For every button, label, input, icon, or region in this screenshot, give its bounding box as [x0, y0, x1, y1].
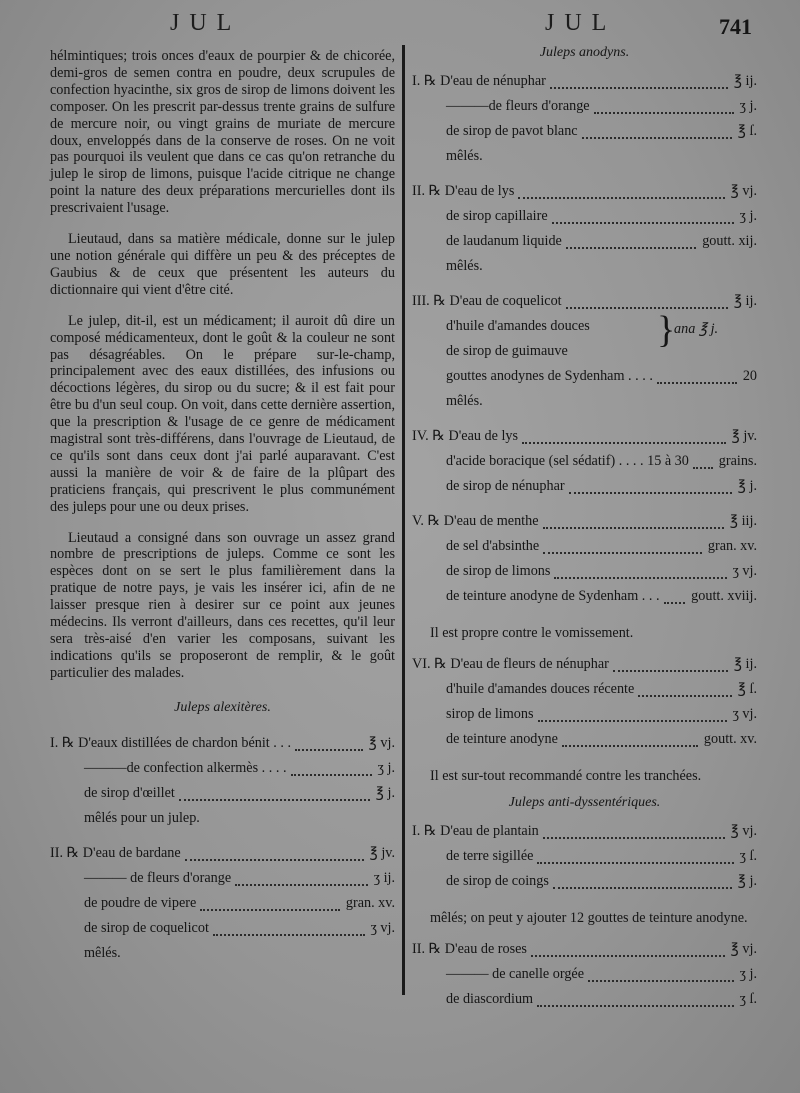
- ingredient-name: d'acide boracique (sel sédatif) . . . . 15 à 30: [446, 453, 689, 469]
- dot-leader: [554, 552, 727, 579]
- recipe: [412, 179, 757, 279]
- ingredient-quantity: 20: [742, 368, 757, 384]
- ingredient-name: de sel d'absinthe: [446, 538, 540, 554]
- ingredient-name: mêlés.: [84, 944, 121, 961]
- recipe-line: [412, 229, 757, 254]
- ingredient-quantity: ℥ vj.: [368, 734, 395, 751]
- paragraph: Lieutaud a consigné dans son ouvrage un assez grand nombre de prescriptions de juleps. Comme ce sont les espèces dont on se sert le plus familièrement dans la pratique de notre pays, je vais les insérer ici, afin de ne laisser presque rien à desirer sur ce point aux jeunes médecins. Ils verront d'ailleurs, dans ces recettes, qu'il leur sera très-aisé d'en varier les composans, suivant les indications qu'ils se proposeront de remplir, & le goût particulier des malades.: [50, 529, 395, 681]
- recipe-line: [50, 916, 395, 941]
- dot-leader: [537, 837, 734, 864]
- recipe-note: Il est propre contre le vomissement.: [430, 625, 634, 641]
- dot-leader: [594, 87, 734, 114]
- dot-leader: [569, 467, 732, 494]
- ingredient-quantity: ʒ ſ.: [739, 991, 757, 1007]
- dot-leader: [566, 222, 696, 249]
- paragraph: hélmintiques; trois onces d'eaux de pourpier & de chicorée, demi-gros de semen contra en poudre, deux scrupules de confection hyacinthe, six gros de sirop de limons doivent les composer. On les prescrit par-dessus trente grains de sulfure de mercure noir, ou vingt grains de muriate de mercure doux, enveloppés dans de la conserve de roses. On ne voit pas pourquoi ils veulent que dans ce cas qu'on retranche du julep le sirop de limons, puisque l'acide citrique ne change point la nature des deux préparations mercurielles dont ils prescrivaient l'usage.: [50, 48, 395, 217]
- ingredient-quantity: ʒ j.: [739, 98, 757, 114]
- ingredient-quantity: ℥ iij.: [729, 513, 757, 529]
- ingredient-name: de poudre de vipere: [84, 894, 197, 911]
- ingredient-quantity: ʒ ij.: [373, 869, 395, 886]
- dot-leader: [657, 357, 737, 384]
- recipe-line: [50, 806, 395, 831]
- recipe-list: [412, 69, 757, 619]
- recipe-line: [412, 987, 757, 1012]
- ingredient-name: ——— de fleurs d'orange: [84, 869, 232, 886]
- dot-leader: [543, 812, 725, 839]
- dot-leader: [543, 502, 724, 529]
- recipe-list: [412, 819, 757, 904]
- dot-leader: [693, 442, 713, 469]
- recipe: [412, 937, 757, 1012]
- ingredient-quantity: ʒ vj.: [732, 706, 757, 722]
- recipe-line: [412, 144, 757, 169]
- dot-leader: [531, 930, 725, 957]
- ingredient-name: mêlés.: [446, 148, 483, 164]
- dot-leader: [588, 955, 734, 982]
- ingredient-name: de teinture anodyne de Sydenham . . .: [446, 588, 660, 604]
- ingredient-quantity: ℥ vj.: [730, 823, 757, 839]
- ingredient-name: II. ℞ D'eau de roses: [412, 941, 527, 957]
- paragraph: Lieutaud, dans sa matière médicale, donne sur le julep une notion générale qui diffère un peu & des préceptes de Gaubius & de ceux que présentent les auteurs du dictionnaire qui vient d'être cité.: [50, 231, 395, 298]
- ingredient-name: V. ℞ D'eau de menthe: [412, 513, 539, 529]
- ingredient-name: d'huile d'amandes douces récente: [446, 681, 635, 697]
- ingredient-quantity: ℥ jv.: [369, 844, 395, 861]
- recipe: [412, 289, 757, 414]
- ingredient-quantity: ʒ vj.: [370, 919, 395, 936]
- ingredient-name: de diascordium: [446, 991, 534, 1007]
- dot-leader: [638, 670, 732, 697]
- recipe-line: [412, 389, 757, 414]
- recipe-note: Il est sur-tout recommandé contre les tranchées.: [430, 768, 702, 784]
- paragraph: Le julep, dit-il, est un médicament; il auroit dû dire un composé médicamenteux, dont le goût & la couleur ne sont pas désagréables. On le prépare sur-le-champ, principalement avec des eaux distillées, des infusions ou décoctions légères, du sirop ou du sucre; & il est fait pour être bu d'un seul coup. On voit, dans cette dernière assertion, que la prescription & l'usage de ce genre de médicament magistral sont très-différens, dans l'ouvrage de Lieutaud, de ce qu'ils sont dans ceux dont j'ai parlé auparavant. C'est aussi la manière de voir & de faire de la plûpart des praticiens français, qui prescrivent le plus communément des juleps pour une ou deux prises.: [50, 312, 395, 515]
- ingredient-name: VI. ℞ D'eau de fleurs de nénuphar: [412, 656, 609, 672]
- dot-leader: [518, 172, 725, 199]
- ingredient-name: mêlés.: [446, 393, 483, 409]
- recipe: [412, 69, 757, 169]
- dot-leader: [295, 724, 363, 751]
- ingredient-name: IV. ℞ D'eau de lys: [412, 428, 519, 444]
- ingredient-name: sirop de limons: [446, 706, 534, 722]
- ana-quantity: ana ℥ j.: [674, 321, 719, 337]
- dot-leader: [538, 695, 727, 722]
- ingredient-quantity: ʒ j.: [739, 208, 757, 224]
- brace-glyph: }: [657, 309, 676, 351]
- ingredient-name: de sirop de pavot blanc: [446, 123, 578, 139]
- ingredient-name: de teinture anodyne: [446, 731, 558, 747]
- ingredient-name: de sirop de coings: [446, 873, 549, 889]
- ingredient-quantity: ℥ ij.: [733, 656, 757, 672]
- recipe: [50, 841, 395, 966]
- ingredient-name: III. ℞ D'eau de coquelicot: [412, 293, 562, 309]
- ingredient-name: gouttes anodynes de Sydenham . . . .: [446, 368, 653, 384]
- recipe-line: [412, 364, 757, 389]
- ingredient-quantity: grains.: [718, 453, 757, 469]
- ingredient-quantity: ℥ ij.: [733, 73, 757, 89]
- dot-leader: [213, 909, 365, 936]
- dot-leader: [543, 527, 702, 554]
- dot-leader: [552, 197, 734, 224]
- dot-leader: [566, 282, 728, 309]
- ingredient-name: de terre sigillée: [446, 848, 534, 864]
- ingredient-name: de sirop de guimauve: [446, 343, 568, 359]
- ingredient-name: de sirop de coquelicot: [84, 919, 209, 936]
- ingredient-name: II. ℞ D'eau de lys: [412, 183, 515, 199]
- ingredient-name: de sirop d'œillet: [84, 784, 175, 801]
- recipe: [412, 424, 757, 499]
- ingredient-name: mêlés.: [446, 258, 483, 274]
- ingredient-name: II. ℞ D'eau de bardane: [50, 844, 181, 861]
- dot-leader: [522, 417, 726, 444]
- dot-leader: [235, 859, 368, 886]
- ingredient-quantity: ℥ jv.: [731, 428, 757, 444]
- ingredient-quantity: ʒ vj.: [732, 563, 757, 579]
- dot-leader: [200, 884, 340, 911]
- ingredient-name: ———de fleurs d'orange: [446, 98, 590, 114]
- ingredient-name: d'huile d'amandes douces: [446, 318, 590, 334]
- recipe: [412, 652, 757, 752]
- ingredient-name: I. ℞ D'eau de plantain: [412, 823, 539, 839]
- section-title: Juleps anti-dyssentériques.: [508, 795, 661, 810]
- ingredient-quantity: goutt. xviij.: [691, 588, 757, 604]
- recipe-line: [50, 781, 395, 806]
- running-head-right: JUL: [545, 10, 617, 36]
- ingredient-quantity: ℥ j.: [375, 784, 395, 801]
- recipe-line: [412, 584, 757, 609]
- dot-leader: [582, 112, 732, 139]
- ingredient-quantity: ℥ j.: [737, 478, 757, 494]
- ingredient-name: mêlés pour un julep.: [84, 809, 200, 826]
- recipe: [412, 509, 757, 609]
- recipe-line: [412, 474, 757, 499]
- ingredient-name: ——— de canelle orgée: [446, 966, 585, 982]
- recipe-line: [412, 254, 757, 279]
- ingredient-quantity: gran. xv.: [707, 538, 757, 554]
- ingredient-quantity: ℥ ſ.: [737, 123, 757, 139]
- ingredient-quantity: ℥ j.: [737, 873, 757, 889]
- ingredient-quantity: ℥ vj.: [730, 183, 757, 199]
- recipe: [412, 819, 757, 894]
- recipe-line: [412, 559, 757, 584]
- section-title: Juleps anodyns.: [539, 45, 630, 60]
- dot-leader: [550, 62, 728, 89]
- page-number: 741: [719, 14, 752, 39]
- section-title: Juleps alexitères.: [174, 699, 271, 715]
- ingredient-quantity: ℥ ſ.: [737, 681, 757, 697]
- ingredient-name: de sirop de limons: [446, 563, 551, 579]
- recipe-note: mêlés; on peut y ajouter 12 gouttes de teinture anodyne.: [430, 910, 748, 926]
- dot-leader: [537, 980, 734, 1007]
- recipe-list: [412, 652, 757, 762]
- ingredient-quantity: gran. xv.: [345, 894, 395, 911]
- ingredient-quantity: goutt. xv.: [703, 731, 757, 747]
- ingredient-quantity: ℥ vj.: [730, 941, 757, 957]
- ingredient-name: I. ℞ D'eau de nénuphar: [412, 73, 546, 89]
- recipe-line: [412, 119, 757, 144]
- left-column: [50, 48, 395, 976]
- dot-leader: [185, 834, 364, 861]
- ingredient-name: I. ℞ D'eaux distillées de chardon bénit . . .: [50, 734, 292, 751]
- dot-leader: [613, 645, 728, 672]
- dot-leader: [664, 577, 685, 604]
- ingredient-quantity: goutt. xij.: [702, 233, 757, 249]
- ingredient-name: de laudanum liquide: [446, 233, 562, 249]
- ingredient-name: de sirop capillaire: [446, 208, 548, 224]
- dot-leader: [553, 862, 732, 889]
- recipe-line: [50, 941, 395, 966]
- recipe-line: [412, 727, 757, 752]
- recipe: [50, 731, 395, 831]
- ingredient-quantity: ʒ j.: [739, 966, 757, 982]
- ingredient-quantity: ℥ ij.: [733, 293, 757, 309]
- ingredient-name: de sirop de nénuphar: [446, 478, 565, 494]
- recipe-line: [412, 289, 757, 314]
- ingredient-name: ———de confection alkermès . . . .: [84, 759, 287, 776]
- dot-leader: [179, 774, 370, 801]
- running-head-left: JUL: [170, 10, 242, 36]
- ingredient-quantity: ʒ ſ.: [739, 848, 757, 864]
- column-divider: [402, 45, 405, 995]
- recipe-list: [50, 731, 395, 976]
- ingredient-quantity: ʒ j.: [377, 759, 395, 776]
- dot-leader: [291, 749, 372, 776]
- dot-leader: [562, 720, 698, 747]
- right-column: [412, 45, 757, 1022]
- recipe-line: [412, 869, 757, 894]
- recipe-list: [412, 937, 757, 1022]
